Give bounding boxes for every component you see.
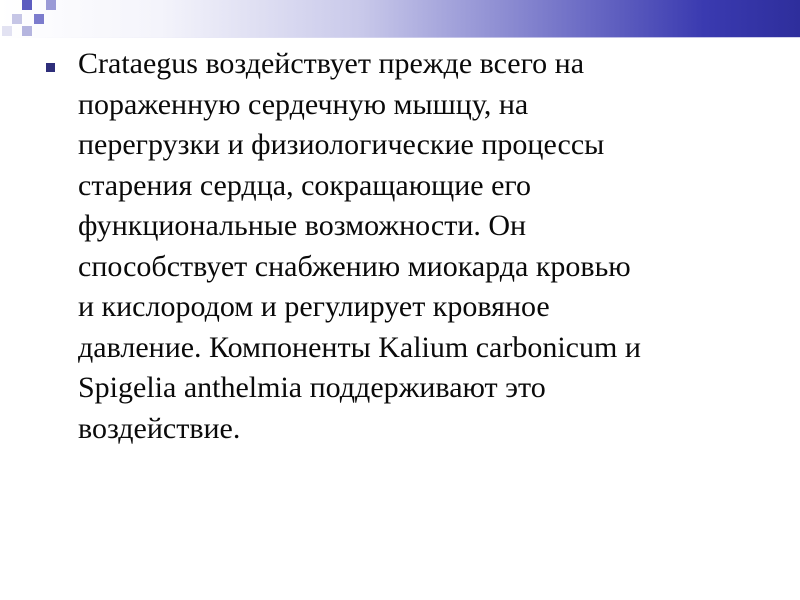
decorative-square [22, 0, 32, 10]
text-line: перегрузки и физиологические процессы [78, 128, 605, 161]
text-line: и кислородом и регулирует кровяное [78, 290, 550, 323]
decorative-square [12, 14, 22, 24]
text-line: воздействие. [78, 411, 241, 445]
square-bullet-icon [46, 63, 55, 72]
decorative-square [46, 0, 56, 10]
slide-content [46, 44, 746, 449]
decorative-square [22, 26, 32, 36]
decorative-square [2, 26, 12, 36]
text-line: Crataegus воздействует прежде всего на [78, 47, 585, 80]
text-line: давление. Компоненты Kalium carbonicum и [78, 330, 641, 364]
header-gradient-band [0, 0, 800, 38]
bullet-paragraph [78, 44, 746, 449]
text-line: пораженную сердечную мышцу, на [78, 87, 529, 121]
text-line: способствует снабжению миокарда кровью [78, 249, 631, 283]
text-line: функциональные возможности. Он [78, 209, 527, 242]
text-line: старения сердца, сокращающие его [78, 168, 531, 202]
corner-squares-decoration [0, 0, 80, 50]
text-line: Spigelia anthelmia поддерживают это [78, 371, 546, 404]
bullet-item [46, 44, 746, 449]
decorative-square [34, 14, 44, 24]
